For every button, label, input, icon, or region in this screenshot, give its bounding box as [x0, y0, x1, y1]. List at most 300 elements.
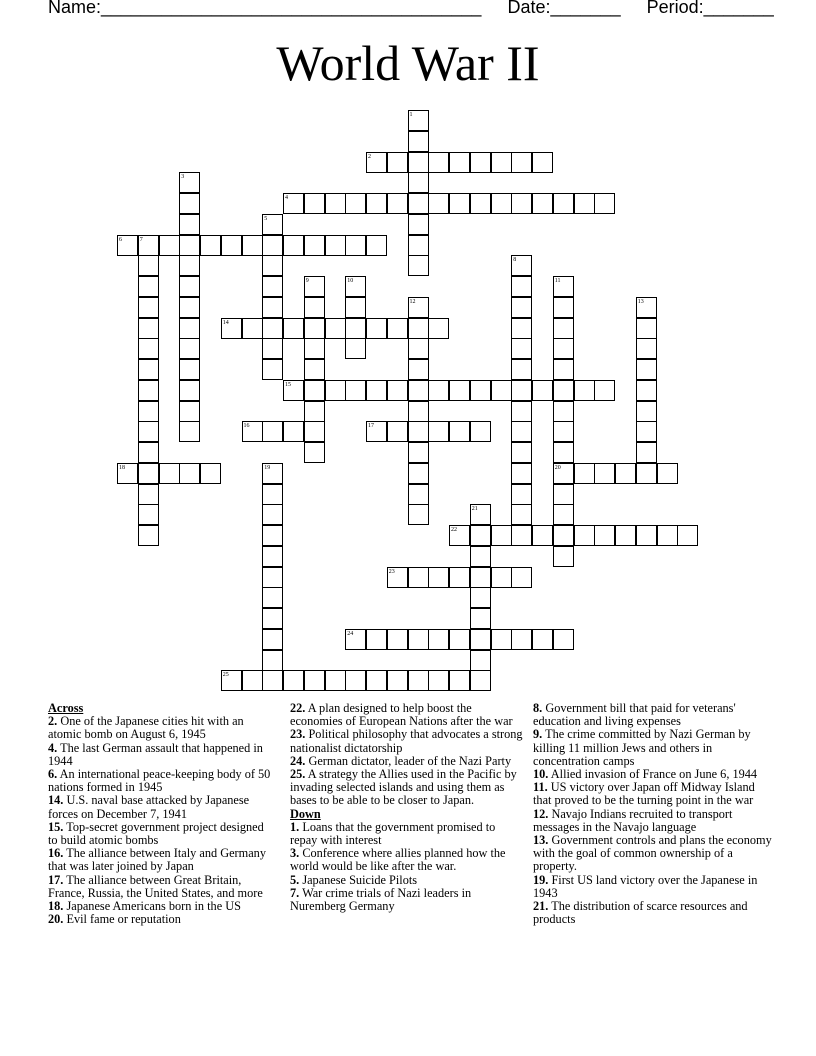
grid-cell[interactable] [304, 318, 325, 339]
cell-number: 12 [409, 298, 416, 305]
grid-cell[interactable] [138, 401, 159, 422]
grid-cell[interactable] [345, 670, 366, 691]
grid-cell[interactable] [138, 525, 159, 546]
grid-cell[interactable] [138, 380, 159, 401]
clue-number: 24. [290, 753, 306, 768]
grid-cell[interactable] [179, 235, 200, 256]
clue-text: Japanese Americans born in the US [66, 899, 241, 914]
down-clue-list-1 [290, 821, 524, 913]
grid-cell[interactable] [304, 380, 325, 401]
clue-number: 19. [533, 872, 549, 887]
grid-cell[interactable] [138, 276, 159, 297]
across-clue-list-1 [48, 715, 276, 926]
period-label: Period: [646, 0, 704, 17]
grid-cell[interactable] [511, 421, 532, 442]
grid-cell[interactable] [262, 608, 283, 629]
grid-cell[interactable] [179, 297, 200, 318]
grid-cell[interactable] [511, 567, 532, 588]
clue-text: Allied invasion of France on June 6, 1944 [550, 767, 758, 782]
cell-number: 6 [119, 236, 122, 243]
grid-cell[interactable] [470, 629, 491, 650]
grid-cell[interactable] [262, 255, 283, 276]
grid-cell[interactable] [428, 421, 449, 442]
clue-text: One of the Japanese cities hit with an atomic bomb on August 6, 1945 [48, 714, 244, 742]
grid-cell[interactable] [408, 504, 429, 525]
grid-cell[interactable] [408, 670, 429, 691]
page-title: World War II [276, 35, 540, 91]
grid-cell[interactable] [511, 504, 532, 525]
clue-number: 14. [48, 793, 64, 808]
grid-cell[interactable] [138, 359, 159, 380]
grid-cell[interactable] [138, 338, 159, 359]
grid-cell[interactable] [553, 484, 574, 505]
grid-cell[interactable] [408, 442, 429, 463]
clue-text: US victory over Japan off Midway Island that proved to be the turning point in the war [533, 780, 755, 808]
grid-cell[interactable] [262, 504, 283, 525]
grid-cell[interactable] [387, 380, 408, 401]
grid-cell[interactable] [408, 401, 429, 422]
grid-cell[interactable] [242, 670, 263, 691]
grid-cell[interactable] [408, 484, 429, 505]
grid-cell[interactable] [553, 359, 574, 380]
grid-cell[interactable] [594, 525, 615, 546]
grid-cell[interactable] [470, 587, 491, 608]
grid-cell[interactable] [262, 587, 283, 608]
down-clue [290, 821, 524, 847]
grid-cell[interactable] [408, 421, 429, 442]
grid-cell[interactable] [428, 670, 449, 691]
name-blank[interactable]: ______________________________________ [101, 0, 482, 17]
grid-cell[interactable] [470, 546, 491, 567]
grid-cell[interactable] [304, 401, 325, 422]
grid-cell[interactable] [553, 318, 574, 339]
clue-number: 9. [533, 727, 543, 742]
grid-cell[interactable] [594, 463, 615, 484]
across-clue [290, 768, 524, 808]
grid-cell[interactable] [553, 442, 574, 463]
grid-cell[interactable] [262, 650, 283, 671]
grid-cell[interactable] [262, 629, 283, 650]
grid-cell[interactable] [408, 629, 429, 650]
grid-cell[interactable] [449, 567, 470, 588]
grid-cell[interactable] [283, 421, 304, 442]
clue-text: Loans that the government promised to repay with interest [290, 819, 496, 848]
cell-number: 13 [637, 298, 644, 305]
clue-number: 1. [290, 819, 300, 834]
grid-cell[interactable] [574, 380, 595, 401]
grid-cell[interactable] [511, 442, 532, 463]
clue-number: 5. [290, 872, 300, 887]
grid-cell[interactable] [179, 463, 200, 484]
grid-cell[interactable] [511, 359, 532, 380]
grid-cell[interactable] [491, 525, 512, 546]
grid-cell[interactable] [408, 463, 429, 484]
down-clue [533, 808, 773, 834]
grid-cell[interactable] [491, 629, 512, 650]
grid-cell[interactable] [262, 546, 283, 567]
grid-cell[interactable] [262, 484, 283, 505]
clue-number: 20. [48, 912, 64, 927]
clue-number: 22. [290, 701, 306, 715]
grid-cell[interactable] [470, 608, 491, 629]
clue-text: Government controls and plans the economy with the goal of common ownership of a property. [533, 833, 772, 874]
grid-cell[interactable] [179, 338, 200, 359]
clue-text: Government bill that paid for veterans' education and living expenses [533, 701, 736, 729]
grid-cell[interactable] [283, 318, 304, 339]
cell-number: 14 [222, 319, 229, 326]
down-clue [533, 781, 773, 807]
grid-cell[interactable] [408, 567, 429, 588]
grid-cell[interactable] [636, 525, 657, 546]
grid-cell[interactable] [428, 318, 449, 339]
across-clue [48, 847, 276, 873]
cell-number: 3 [181, 174, 185, 181]
clue-number: 25. [290, 767, 306, 782]
grid-cell[interactable] [262, 359, 283, 380]
grid-cell[interactable] [532, 152, 553, 173]
grid-cell[interactable] [428, 380, 449, 401]
clue-text: Political philosophy that advocates a strong nationalist dictatorship [290, 727, 523, 755]
grid-cell[interactable] [511, 463, 532, 484]
grid-cell[interactable] [262, 318, 283, 339]
grid-cell[interactable] [532, 525, 553, 546]
grid-cell[interactable] [325, 235, 346, 256]
grid-cell[interactable] [511, 401, 532, 422]
grid-cell[interactable] [491, 152, 512, 173]
grid-cell[interactable] [179, 318, 200, 339]
grid-cell[interactable] [470, 152, 491, 173]
grid-cell[interactable] [636, 463, 657, 484]
grid-cell[interactable] [408, 380, 429, 401]
grid-cell[interactable] [179, 421, 200, 442]
clue-number: 15. [48, 819, 64, 834]
grid-cell[interactable] [511, 193, 532, 214]
clue-number: 4. [48, 740, 58, 755]
grid-cell[interactable] [325, 380, 346, 401]
grid-cell[interactable] [283, 670, 304, 691]
grid-cell[interactable] [138, 421, 159, 442]
grid-cell[interactable] [470, 670, 491, 691]
grid-cell[interactable] [345, 318, 366, 339]
grid-cell[interactable] [345, 193, 366, 214]
grid-cell[interactable] [449, 670, 470, 691]
grid-cell[interactable] [345, 338, 366, 359]
name-label: Name: [48, 0, 102, 17]
grid-cell[interactable] [491, 380, 512, 401]
grid-cell[interactable] [553, 504, 574, 525]
cell-number: 16 [243, 423, 250, 430]
grid-cell[interactable] [553, 421, 574, 442]
grid-cell[interactable] [553, 193, 574, 214]
grid-cell[interactable] [200, 463, 221, 484]
grid-cell[interactable] [408, 235, 429, 256]
down-clue [533, 900, 773, 926]
grid-cell[interactable] [262, 297, 283, 318]
grid-cell[interactable] [408, 131, 429, 152]
grid-cell[interactable] [408, 359, 429, 380]
date-blank[interactable]: _______ [550, 0, 621, 17]
clue-number: 7. [290, 885, 300, 900]
grid-cell[interactable] [428, 193, 449, 214]
grid-cell[interactable] [408, 152, 429, 173]
down-clue [533, 702, 773, 728]
cell-number: 15 [285, 381, 291, 388]
grid-cell[interactable] [325, 193, 346, 214]
grid-cell[interactable] [511, 318, 532, 339]
grid-cell[interactable] [408, 214, 429, 235]
down-heading: Down [290, 806, 321, 821]
grid-cell[interactable] [428, 567, 449, 588]
grid-cell[interactable] [470, 525, 491, 546]
grid-cell[interactable] [138, 318, 159, 339]
grid-cell[interactable] [449, 380, 470, 401]
grid-cell[interactable] [304, 421, 325, 442]
grid-cell[interactable] [449, 193, 470, 214]
grid-cell[interactable] [304, 670, 325, 691]
clue-text: Evil fame or reputation [66, 912, 181, 927]
cell-number: 24 [347, 630, 354, 637]
grid-cell[interactable] [408, 193, 429, 214]
clue-text: Conference where allies planned how the world would be like after the war. [290, 846, 506, 874]
grid-cell[interactable] [636, 338, 657, 359]
grid-cell[interactable] [594, 193, 615, 214]
grid-cell[interactable] [574, 525, 595, 546]
clue-text: The alliance between Italy and Germany that was later joined by Japan [48, 846, 266, 874]
grid-cell[interactable] [159, 463, 180, 484]
grid-cell[interactable] [594, 380, 615, 401]
grid-cell[interactable] [636, 401, 657, 422]
grid-cell[interactable] [553, 546, 574, 567]
grid-cell[interactable] [449, 421, 470, 442]
clue-number: 18. [48, 899, 64, 914]
grid-cell[interactable] [179, 193, 200, 214]
grid-cell[interactable] [636, 442, 657, 463]
grid-cell[interactable] [138, 442, 159, 463]
clue-number: 10. [533, 767, 549, 782]
clue-number: 21. [533, 899, 549, 914]
grid-cell[interactable] [615, 525, 636, 546]
grid-cell[interactable] [304, 359, 325, 380]
grid-cell[interactable] [408, 338, 429, 359]
grid-cell[interactable] [179, 276, 200, 297]
clue-number: 11. [533, 780, 548, 795]
down-clue [290, 887, 524, 913]
grid-cell[interactable] [159, 235, 180, 256]
grid-cell[interactable] [532, 193, 553, 214]
down-clue [533, 728, 773, 768]
grid-cell[interactable] [428, 629, 449, 650]
grid-cell[interactable] [636, 421, 657, 442]
grid-cell[interactable] [636, 359, 657, 380]
cell-number: 5 [264, 215, 268, 222]
grid-cell[interactable] [511, 380, 532, 401]
grid-cell[interactable] [657, 525, 678, 546]
grid-cell[interactable] [553, 297, 574, 318]
grid-cell[interactable] [179, 359, 200, 380]
grid-cell[interactable] [491, 193, 512, 214]
grid-cell[interactable] [366, 670, 387, 691]
grid-cell[interactable] [470, 567, 491, 588]
grid-cell[interactable] [553, 525, 574, 546]
across-clue-list-2 [290, 702, 524, 808]
grid-cell[interactable] [387, 193, 408, 214]
grid-cell[interactable] [511, 338, 532, 359]
grid-cell[interactable] [470, 193, 491, 214]
cell-number: 8 [513, 257, 517, 264]
cell-number: 9 [305, 278, 309, 284]
grid-cell[interactable] [511, 297, 532, 318]
cell-number: 25 [222, 672, 229, 679]
clue-number: 6. [48, 767, 58, 782]
cell-number: 17 [368, 423, 374, 430]
grid-cell[interactable] [138, 484, 159, 505]
grid-cell[interactable] [532, 629, 553, 650]
grid-cell[interactable] [511, 525, 532, 546]
grid-cell[interactable] [470, 380, 491, 401]
clue-text: An international peace-keeping body of 50 nations formed in 1945 [48, 767, 271, 795]
grid-cell[interactable] [553, 338, 574, 359]
grid-cell[interactable] [408, 172, 429, 193]
grid-cell[interactable] [408, 318, 429, 339]
grid-cell[interactable] [366, 193, 387, 214]
grid-cell[interactable] [491, 567, 512, 588]
clue-number: 12. [533, 806, 549, 821]
grid-cell[interactable] [470, 650, 491, 671]
grid-cell[interactable] [532, 380, 553, 401]
grid-cell[interactable] [511, 629, 532, 650]
grid-cell[interactable] [615, 463, 636, 484]
grid-cell[interactable] [304, 235, 325, 256]
cell-number: 7 [139, 236, 143, 243]
grid-cell[interactable] [138, 504, 159, 525]
clue-text: Japanese Suicide Pilots [302, 872, 418, 887]
grid-cell[interactable] [574, 193, 595, 214]
grid-cell[interactable] [387, 421, 408, 442]
grid-cell[interactable] [283, 235, 304, 256]
grid-cell[interactable] [179, 214, 200, 235]
clue-text: A plan designed to help boost the economies of European Nations after the war [290, 701, 513, 729]
grid-cell[interactable] [511, 484, 532, 505]
grid-cell[interactable] [657, 463, 678, 484]
grid-cell[interactable] [179, 255, 200, 276]
down-clue [533, 874, 773, 900]
grid-cell[interactable] [304, 442, 325, 463]
clue-number: 2. [48, 714, 58, 729]
grid-cell[interactable] [325, 318, 346, 339]
down-clue [290, 847, 524, 873]
cell-number: 2 [368, 153, 371, 160]
grid-cell[interactable] [262, 421, 283, 442]
grid-cell[interactable] [221, 235, 242, 256]
clue-number: 3. [290, 846, 300, 861]
grid-cell[interactable] [345, 297, 366, 318]
down-clue [533, 834, 773, 874]
grid-cell[interactable] [345, 380, 366, 401]
clues-column-2 [290, 702, 524, 913]
grid-cell[interactable] [470, 421, 491, 442]
grid-cell[interactable] [387, 318, 408, 339]
grid-cell[interactable] [242, 235, 263, 256]
grid-cell[interactable] [262, 525, 283, 546]
clue-number: 16. [48, 846, 64, 861]
grid-cell[interactable] [325, 670, 346, 691]
grid-cell[interactable] [138, 297, 159, 318]
grid-cell[interactable] [138, 255, 159, 276]
grid-cell[interactable] [677, 525, 698, 546]
grid-cell[interactable] [262, 276, 283, 297]
clue-text: Navajo Indians recruited to transport messages in the Navajo language [533, 806, 733, 834]
grid-cell[interactable] [449, 152, 470, 173]
across-clue [48, 874, 276, 900]
grid-cell[interactable] [428, 152, 449, 173]
grid-cell[interactable] [304, 193, 325, 214]
grid-cell[interactable] [262, 670, 283, 691]
cell-number: 19 [264, 464, 271, 471]
grid-cell[interactable] [511, 276, 532, 297]
cell-number: 11 [554, 278, 561, 284]
grid-cell[interactable] [138, 463, 159, 484]
grid-cell[interactable] [553, 629, 574, 650]
clue-text: German dictator, leader of the Nazi Party [308, 753, 512, 768]
grid-cell[interactable] [262, 567, 283, 588]
clue-text: Top-secret government project designed to build atomic bombs [48, 819, 264, 848]
grid-cell[interactable] [179, 401, 200, 422]
cell-number: 21 [471, 506, 478, 513]
grid-cell[interactable] [242, 318, 263, 339]
cell-number: 18 [119, 464, 125, 471]
grid-cell[interactable] [553, 380, 574, 401]
cell-number: 1 [409, 112, 413, 118]
grid-cell[interactable] [449, 629, 470, 650]
clues-column-3 [533, 702, 773, 926]
grid-cell[interactable] [387, 670, 408, 691]
grid-cell[interactable] [636, 318, 657, 339]
grid-cell[interactable] [345, 235, 366, 256]
clue-number: 17. [48, 872, 64, 887]
grid-cell[interactable] [366, 629, 387, 650]
clue-text: A strategy the Allies used in the Pacific by invading selected islands and using them as bases to be able to be closer to Japan. [290, 767, 517, 808]
clue-text: The crime committed by Nazi German by killing 11 million Jews and others in concentration camps [533, 727, 751, 768]
grid-cell[interactable] [636, 380, 657, 401]
grid-cell[interactable] [200, 235, 221, 256]
grid-cell[interactable] [262, 235, 283, 256]
grid-cell[interactable] [262, 338, 283, 359]
clue-text: The distribution of scarce resources and products [533, 899, 748, 927]
grid-cell[interactable] [408, 255, 429, 276]
grid-cell[interactable] [366, 318, 387, 339]
grid-cell[interactable] [366, 380, 387, 401]
grid-cell[interactable] [553, 401, 574, 422]
grid-cell[interactable] [304, 338, 325, 359]
clue-text: The alliance between Great Britain, France, Russia, the United States, and more [48, 872, 263, 900]
grid-cell[interactable] [574, 463, 595, 484]
grid-cell[interactable] [304, 297, 325, 318]
grid-cell[interactable] [179, 380, 200, 401]
period-blank[interactable]: _______ [703, 0, 774, 17]
date-label: Date: [507, 0, 551, 17]
down-clue-list-2 [533, 702, 773, 926]
cell-number: 4 [285, 195, 288, 201]
grid-cell[interactable] [387, 152, 408, 173]
across-clue [48, 742, 276, 768]
clue-number: 23. [290, 727, 306, 742]
grid-cell[interactable] [511, 152, 532, 173]
across-clue [48, 715, 276, 741]
across-clue [290, 702, 524, 728]
grid-cell[interactable] [387, 629, 408, 650]
clue-text: First US land victory over the Japanese in 1943 [533, 872, 758, 900]
grid-cell[interactable] [366, 235, 387, 256]
